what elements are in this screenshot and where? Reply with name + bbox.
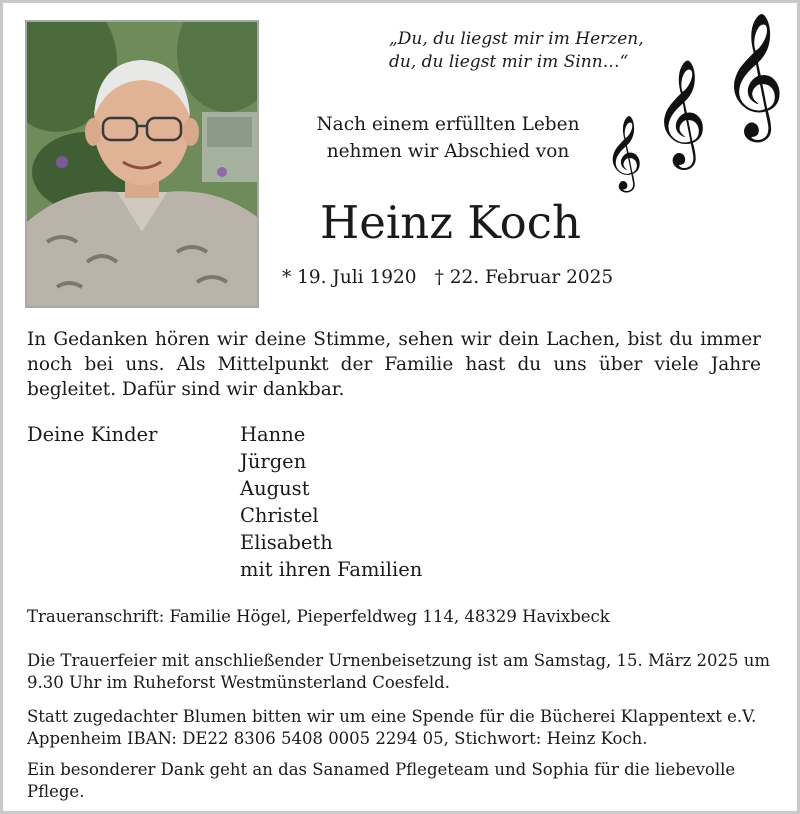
family-member: Christel bbox=[240, 504, 319, 527]
family-member: August bbox=[240, 477, 310, 500]
birth-date: * 19. Juli 1920 bbox=[282, 267, 417, 288]
intro-line-2: nehmen wir Abschied von bbox=[326, 141, 570, 162]
family-member: Elisabeth bbox=[240, 531, 333, 554]
portrait-photo bbox=[25, 20, 259, 308]
quote-line-2: du, du liegst mir im Sinn…“ bbox=[389, 52, 629, 72]
treble-clef-icon: 𝄞 bbox=[605, 116, 643, 190]
treble-clef-icon: 𝄞 bbox=[653, 58, 708, 165]
family-member: Hanne bbox=[240, 423, 306, 446]
treble-clef-icon: 𝄞 bbox=[721, 12, 785, 137]
intro-line-1: Nach einem erfüllten Leben bbox=[316, 114, 580, 135]
thanks-note: Ein besonderer Dank geht an das Sanamed Pflegeteam und Sophia für die liebevolle Pflege. bbox=[27, 760, 736, 801]
mourning-address: Traueranschrift: Familie Högel, Pieperfeldweg 114, 48329 Havixbeck bbox=[27, 607, 610, 626]
music-notes-decoration bbox=[603, 12, 793, 211]
family-label: Deine Kinder bbox=[27, 423, 158, 446]
deceased-name: Heinz Koch bbox=[320, 196, 581, 249]
family-member: Jürgen bbox=[240, 450, 307, 473]
family-members-list bbox=[240, 421, 422, 583]
life-dates bbox=[282, 265, 613, 291]
family-member: mit ihren Familien bbox=[240, 558, 423, 581]
quote-line-1: „Du, du liegst mir im Herzen, bbox=[389, 29, 644, 49]
memorial-message: In Gedanken hören wir deine Stimme, sehen wir dein Lachen, bist du immer noch bei uns. Als Mittelpunkt der Familie hast du uns über viele Jahre begleitet. Dafür sind wir dankbar. bbox=[27, 329, 761, 400]
donation-info: Statt zugedachter Blumen bitten wir um eine Spende für die Bücherei Klappentext e.V. Appenheim IBAN: DE22 8306 5408 0005 2294 05, Stichwort: Heinz Koch. bbox=[27, 707, 757, 748]
intro-text bbox=[303, 111, 593, 165]
ceremony-info: Die Trauerfeier mit anschließender Urnenbeisetzung ist am Samstag, 15. März 2025 um 9.30 Uhr im Ruheforst Westmünsterland Coesfeld. bbox=[27, 651, 771, 692]
death-date: † 22. Februar 2025 bbox=[434, 267, 614, 288]
